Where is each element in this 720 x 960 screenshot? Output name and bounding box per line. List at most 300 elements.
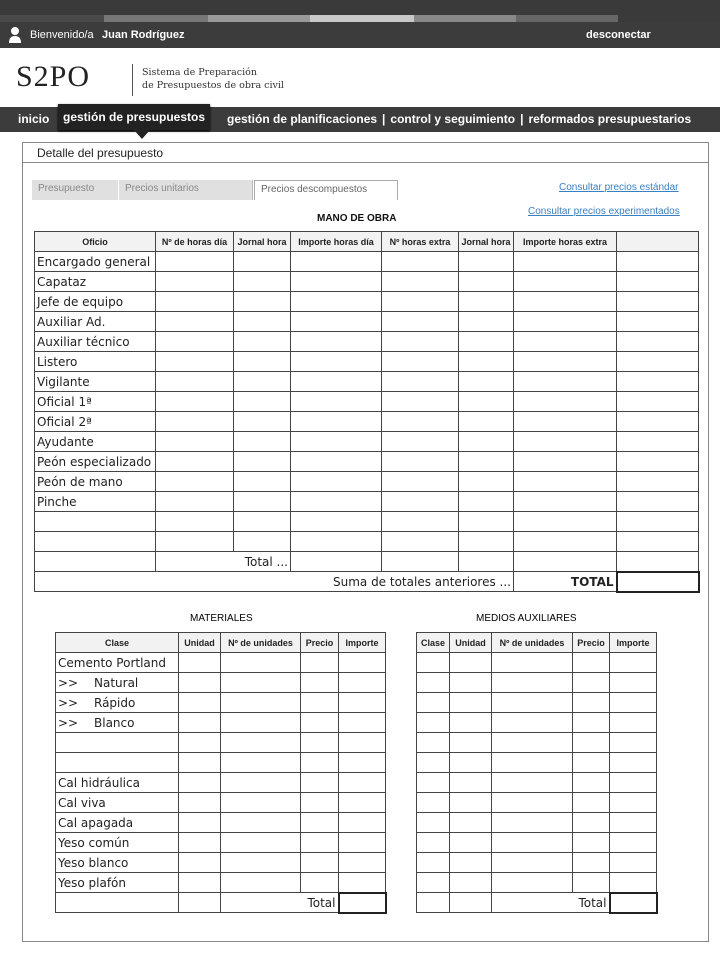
value-cell[interactable] [179,773,221,793]
value-cell[interactable] [234,272,291,292]
material-name: Yeso blanco [58,855,129,870]
material-class [56,853,179,873]
value-cell[interactable] [610,733,657,753]
value-cell[interactable] [514,272,617,292]
value-cell[interactable] [573,813,610,833]
value-cell[interactable] [179,793,221,813]
value-cell[interactable] [514,472,617,492]
value-cell[interactable] [450,693,492,713]
table-row [417,673,657,693]
value-cell[interactable] [156,492,234,512]
value-cell[interactable] [234,352,291,372]
value-cell[interactable] [179,733,221,753]
value-cell[interactable] [301,733,339,753]
value-cell[interactable] [459,432,514,452]
value-cell[interactable] [450,873,492,893]
value-cell[interactable] [179,713,221,733]
nav-item-home[interactable]: inicio [18,112,50,126]
value-cell[interactable] [450,713,492,733]
value-cell[interactable] [301,753,339,773]
value-cell[interactable] [221,713,301,733]
value-cell[interactable] [450,673,492,693]
value-cell[interactable] [514,292,617,312]
value-cell[interactable] [221,653,301,673]
table-row [56,773,386,793]
material-class [56,733,179,753]
value-cell[interactable] [291,432,382,452]
value-cell[interactable] [339,673,386,693]
materials-table [55,632,387,914]
table-row [35,292,699,312]
value-cell[interactable] [417,793,450,813]
value-cell[interactable] [610,653,657,673]
material-name: Yeso plafón [58,875,127,890]
column-header: Nº de unidades [492,633,573,653]
value-cell[interactable] [417,713,450,733]
value-cell[interactable] [339,653,386,673]
table-row [35,372,699,392]
value-cell[interactable] [221,733,301,753]
value-cell[interactable] [573,773,610,793]
material-class [56,833,179,853]
value-cell[interactable] [221,873,301,893]
aux-total-row [417,893,657,913]
value-cell[interactable] [610,713,657,733]
value-cell[interactable] [291,392,382,412]
material-class [56,873,179,893]
value-cell[interactable] [156,412,234,432]
value-cell[interactable] [234,452,291,472]
labor-table [34,231,700,593]
labor-total-row [35,552,699,572]
value-cell[interactable] [417,673,450,693]
value-cell[interactable] [617,272,699,292]
value-cell[interactable] [514,392,617,412]
value-cell[interactable] [610,853,657,873]
value-cell[interactable] [492,873,573,893]
value-cell[interactable] [617,532,699,552]
value-cell[interactable] [221,753,301,773]
value-cell[interactable] [179,853,221,873]
value-cell[interactable] [514,452,617,472]
value-cell[interactable] [459,472,514,492]
value-cell[interactable] [179,673,221,693]
value-cell[interactable] [291,252,382,272]
value-cell[interactable] [291,412,382,432]
value-cell[interactable] [573,833,610,853]
value-cell[interactable] [234,492,291,512]
value-cell[interactable] [617,392,699,412]
empty-cell [617,552,699,572]
value-cell[interactable] [573,733,610,753]
value-cell[interactable] [492,693,573,713]
value-cell[interactable] [221,813,301,833]
nav-separator: | [520,112,524,126]
tab-decomposed-prices[interactable]: Precios descompuestos [254,180,398,200]
value-cell[interactable] [617,452,699,472]
value-cell[interactable] [617,372,699,392]
table-row [56,693,386,713]
value-cell[interactable] [617,472,699,492]
value-cell[interactable] [156,292,234,312]
value-cell[interactable] [617,412,699,432]
value-cell[interactable] [573,873,610,893]
value-cell[interactable] [573,653,610,673]
nav-item-budgets[interactable]: gestión de presupuestos [58,104,210,130]
value-cell[interactable] [221,773,301,793]
table-row [56,853,386,873]
value-cell[interactable] [234,432,291,452]
value-cell[interactable] [382,372,459,392]
value-cell[interactable] [234,332,291,352]
value-cell[interactable] [339,793,386,813]
value-cell[interactable] [617,512,699,532]
materials-total-cell[interactable] [339,893,386,913]
value-cell[interactable] [617,332,699,352]
value-cell[interactable] [417,733,450,753]
value-cell[interactable] [514,312,617,332]
value-cell[interactable] [417,853,450,873]
value-cell[interactable] [156,392,234,412]
value-cell[interactable] [234,372,291,392]
table-row [417,753,657,773]
sum-label: Suma de totales anteriores ... [35,572,514,592]
value-cell[interactable] [179,813,221,833]
value-cell[interactable] [221,693,301,713]
value-cell[interactable] [156,332,234,352]
value-cell[interactable] [459,352,514,372]
value-cell[interactable] [301,653,339,673]
value-cell[interactable] [339,773,386,793]
value-cell[interactable] [610,773,657,793]
value-cell[interactable] [382,492,459,512]
nav-active-pointer [134,130,150,139]
value-cell[interactable] [301,673,339,693]
material-name: Cal apagada [58,815,134,830]
value-cell[interactable] [339,693,386,713]
value-cell[interactable] [382,272,459,292]
value-cell[interactable] [339,713,386,733]
value-cell[interactable] [156,532,234,552]
value-cell[interactable] [382,472,459,492]
value-cell[interactable] [459,252,514,272]
table-row [35,432,699,452]
value-cell[interactable] [492,793,573,813]
material-class [56,713,179,733]
value-cell[interactable] [417,693,450,713]
top-stripe [0,0,720,22]
value-cell[interactable] [417,873,450,893]
value-cell[interactable] [610,693,657,713]
value-cell[interactable] [301,833,339,853]
value-cell[interactable] [492,673,573,693]
value-cell[interactable] [492,833,573,853]
value-cell[interactable] [610,873,657,893]
welcome-text: Bienvenido/a [30,29,94,41]
column-header: Jornal hora [459,232,514,252]
empty-cell [417,893,450,913]
material-class [56,753,179,773]
value-cell[interactable] [492,853,573,873]
value-cell[interactable] [610,813,657,833]
value-cell[interactable] [573,853,610,873]
table-row [417,793,657,813]
material-name: Natural [94,675,139,690]
value-cell[interactable] [291,312,382,332]
table-row [56,793,386,813]
value-cell[interactable] [291,292,382,312]
material-name: Cal viva [58,795,106,810]
nav-item-planning[interactable]: gestión de planificaciones [227,112,378,126]
materials-total-label: Total [221,893,339,913]
value-cell[interactable] [459,412,514,432]
material-name: Cemento Portland [58,655,166,670]
value-cell[interactable] [617,312,699,332]
value-cell[interactable] [417,773,450,793]
value-cell[interactable] [514,532,617,552]
value-cell[interactable] [291,492,382,512]
value-cell[interactable] [417,813,450,833]
trade-name: Listero [35,352,156,372]
value-cell[interactable] [514,432,617,452]
value-cell[interactable] [514,512,617,532]
table-row [35,392,699,412]
value-cell[interactable] [301,773,339,793]
value-cell[interactable] [301,873,339,893]
table-row [417,653,657,673]
aux-total-cell[interactable] [610,893,657,913]
value-cell[interactable] [450,733,492,753]
value-cell[interactable] [459,392,514,412]
value-cell[interactable] [573,793,610,813]
labor-day-total-cell[interactable] [291,552,382,572]
value-cell[interactable] [450,753,492,773]
nav-item-control[interactable]: control y seguimiento [390,112,516,126]
tab-budget[interactable]: Presupuesto [32,180,118,200]
empty-cell [450,893,492,913]
material-name: Rápido [94,695,136,710]
value-cell[interactable] [459,452,514,472]
table-row [35,452,699,472]
value-cell[interactable] [450,793,492,813]
value-cell[interactable] [459,512,514,532]
value-cell[interactable] [450,833,492,853]
value-cell[interactable] [382,512,459,532]
value-cell[interactable] [450,813,492,833]
table-row [35,312,699,332]
value-cell[interactable] [450,773,492,793]
value-cell[interactable] [221,833,301,853]
value-cell[interactable] [492,653,573,673]
value-cell[interactable] [156,252,234,272]
value-cell[interactable] [610,793,657,813]
value-cell[interactable] [179,753,221,773]
table-row [417,713,657,733]
table-row [35,492,699,512]
value-cell[interactable] [156,472,234,492]
table-row [56,713,386,733]
value-cell[interactable] [156,452,234,472]
value-cell[interactable] [291,512,382,532]
value-cell[interactable] [459,332,514,352]
labor-total-label: Total ... [156,552,291,572]
value-cell[interactable] [179,873,221,893]
value-cell[interactable] [156,352,234,372]
value-cell[interactable] [234,312,291,332]
value-cell[interactable] [573,693,610,713]
user-name: Juan Rodríguez [102,29,185,41]
trade-name: Capataz [35,272,156,292]
value-cell[interactable] [382,412,459,432]
value-cell[interactable] [382,432,459,452]
value-cell[interactable] [339,753,386,773]
value-cell[interactable] [291,332,382,352]
value-cell[interactable] [514,412,617,432]
experimental-prices-link[interactable]: Consultar precios experimentados [528,206,680,217]
value-cell[interactable] [301,793,339,813]
value-cell[interactable] [382,352,459,372]
app-logo[interactable]: S2PO [16,60,91,93]
value-cell[interactable] [301,713,339,733]
value-cell[interactable] [459,272,514,292]
standard-prices-link[interactable]: Consultar precios estándar [559,182,679,193]
value-cell[interactable] [291,452,382,472]
trade-name: Encargado general [35,252,156,272]
trade-name: Jefe de equipo [35,292,156,312]
value-cell[interactable] [382,292,459,312]
value-cell[interactable] [514,492,617,512]
value-cell[interactable] [514,372,617,392]
value-cell[interactable] [459,492,514,512]
user-icon [8,26,22,44]
value-cell[interactable] [514,352,617,372]
value-cell[interactable] [492,773,573,793]
labor-sum-row [35,572,699,592]
value-cell[interactable] [234,512,291,532]
value-cell[interactable] [179,653,221,673]
value-cell[interactable] [339,833,386,853]
value-cell[interactable] [610,673,657,693]
trade-name: Ayudante [35,432,156,452]
value-cell[interactable] [234,412,291,432]
value-cell[interactable] [291,272,382,292]
value-cell[interactable] [291,532,382,552]
value-cell[interactable] [610,833,657,853]
tab-unit-prices[interactable]: Precios unitarios [119,180,253,200]
column-header: Importe horas extra [514,232,617,252]
logo-divider [132,64,133,96]
value-cell[interactable] [492,813,573,833]
materials-caption: MATERIALES [190,613,253,624]
value-cell[interactable] [156,272,234,292]
value-cell[interactable] [156,512,234,532]
value-cell[interactable] [339,813,386,833]
labor-extra-total-cell[interactable] [514,552,617,572]
value-cell[interactable] [179,833,221,853]
value-cell[interactable] [234,292,291,312]
value-cell[interactable] [179,693,221,713]
value-cell[interactable] [301,853,339,873]
value-cell[interactable] [492,753,573,773]
value-cell[interactable] [514,252,617,272]
value-cell[interactable] [301,693,339,713]
value-cell[interactable] [382,392,459,412]
panel-title: Detalle del presupuesto [22,142,709,163]
value-cell[interactable] [459,312,514,332]
value-cell[interactable] [417,753,450,773]
app-subtitle-line2: de Presupuestos de obra civil [142,80,284,91]
value-cell[interactable] [573,753,610,773]
table-row [417,833,657,853]
value-cell[interactable] [514,332,617,352]
value-cell[interactable] [221,793,301,813]
column-header: Importe horas día [291,232,382,252]
value-cell[interactable] [382,252,459,272]
value-cell[interactable] [234,472,291,492]
value-cell[interactable] [291,472,382,492]
value-cell[interactable] [339,733,386,753]
trade-name: Pinche [35,492,156,512]
value-cell[interactable] [156,372,234,392]
value-cell[interactable] [617,352,699,372]
value-cell[interactable] [492,713,573,733]
trade-name [35,512,156,532]
value-cell[interactable] [339,873,386,893]
value-cell[interactable] [459,292,514,312]
value-cell[interactable] [234,532,291,552]
value-cell[interactable] [459,532,514,552]
value-cell[interactable] [450,653,492,673]
value-cell[interactable] [450,853,492,873]
value-cell[interactable] [221,673,301,693]
value-cell[interactable] [459,372,514,392]
grand-total-cell[interactable] [617,572,699,592]
value-cell[interactable] [417,653,450,673]
table-row [35,332,699,352]
value-cell[interactable] [156,432,234,452]
table-row [417,853,657,873]
value-cell[interactable] [221,853,301,873]
value-cell[interactable] [610,753,657,773]
value-cell[interactable] [573,673,610,693]
value-cell[interactable] [492,733,573,753]
value-cell[interactable] [382,532,459,552]
sub-item-marker: >> [58,695,79,710]
value-cell[interactable] [382,332,459,352]
value-cell[interactable] [301,813,339,833]
value-cell[interactable] [382,452,459,472]
value-cell[interactable] [234,392,291,412]
value-cell[interactable] [156,312,234,332]
table-row [56,813,386,833]
value-cell[interactable] [234,252,291,272]
value-cell[interactable] [417,833,450,853]
nav-item-reforms[interactable]: reformados presupuestarios [528,112,692,126]
value-cell[interactable] [617,252,699,272]
value-cell[interactable] [291,372,382,392]
value-cell[interactable] [339,853,386,873]
value-cell[interactable] [617,292,699,312]
material-class [56,793,179,813]
value-cell[interactable] [617,492,699,512]
value-cell[interactable] [617,432,699,452]
value-cell[interactable] [291,352,382,372]
value-cell[interactable] [382,312,459,332]
materials-header-row [56,633,386,653]
material-class [56,813,179,833]
value-cell[interactable] [573,713,610,733]
logout-link[interactable]: desconectar [586,29,651,41]
